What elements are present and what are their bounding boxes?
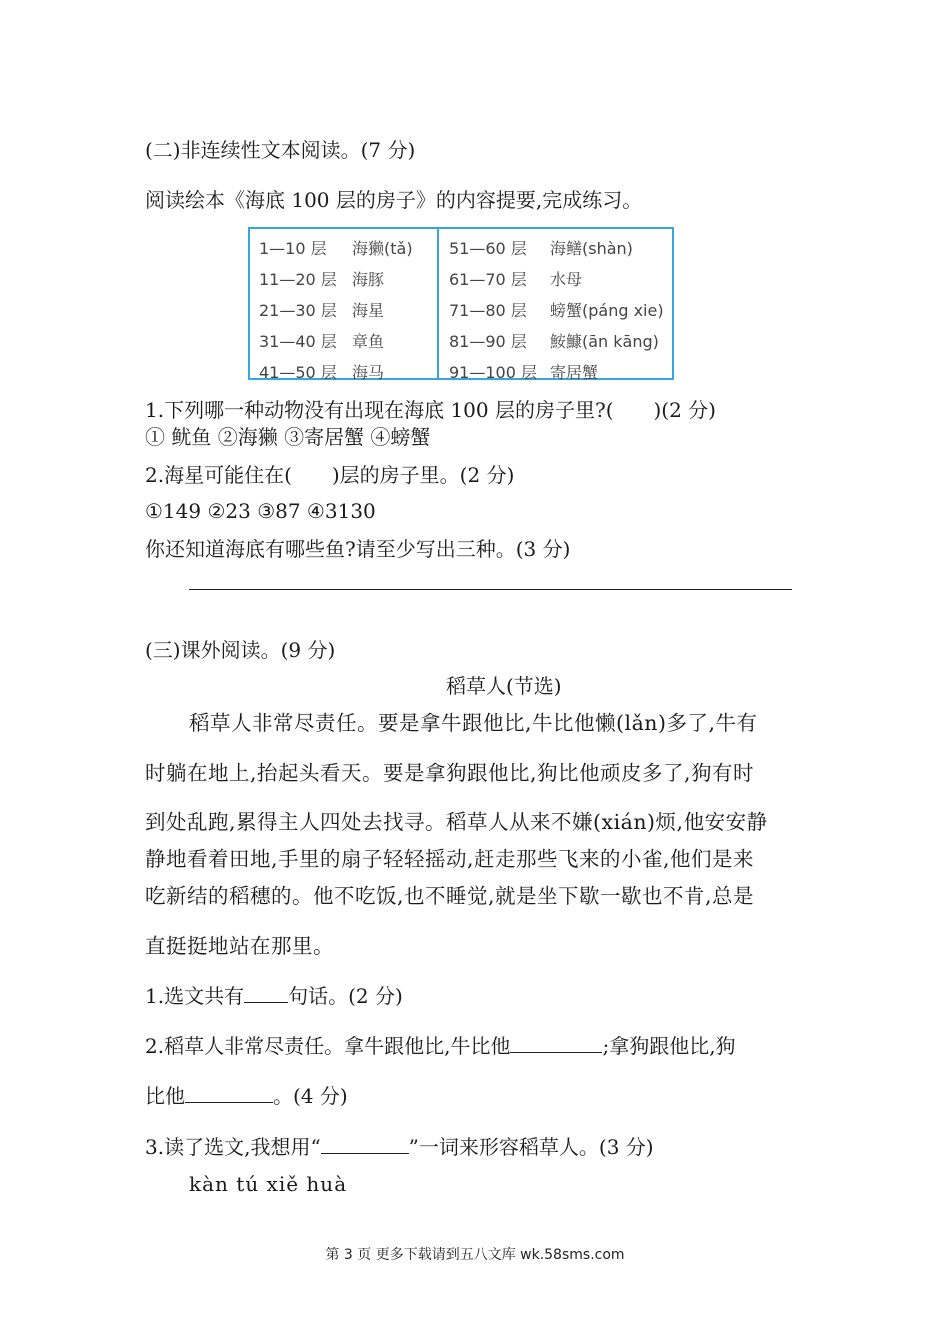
s3-q3-text-a: 3.读了选文,我想用“ bbox=[145, 1135, 321, 1159]
table-range: 41—50 层 bbox=[259, 363, 337, 382]
s3-question-2 bbox=[145, 1032, 736, 1060]
passage-line: 稻草人非常尽责任。要是拿牛跟他比,牛比他懒(lǎn)多了,牛有 bbox=[189, 711, 758, 735]
passage-line: 静地看着田地,手里的扇子轻轻摇动,赶走那些飞来的小雀,他们是来 bbox=[145, 847, 755, 871]
section2-heading: (二)非连续性文本阅读。(7 分) bbox=[145, 138, 416, 162]
section2-intro: 阅读绘本《海底 100 层的房子》的内容提要,完成练习。 bbox=[145, 188, 643, 212]
table-range: 71—80 层 bbox=[449, 301, 527, 320]
page-footer: 第 3 页 更多下载请到五八文库 wk.58sms.com bbox=[325, 1247, 625, 1263]
pinyin-heading: kàn tú xiě huà bbox=[189, 1172, 348, 1196]
table-divider bbox=[437, 229, 439, 378]
s3-q2-text-a: 2.稻草人非常尽责任。拿牛跟他比,牛比他 bbox=[145, 1034, 511, 1058]
fill-blank[interactable] bbox=[185, 1082, 273, 1103]
table-range: 21—30 层 bbox=[259, 301, 337, 320]
table-range: 31—40 层 bbox=[259, 332, 337, 351]
passage-line: 直挺挺地站在那里。 bbox=[145, 934, 334, 958]
s3-question-3 bbox=[145, 1133, 654, 1161]
table-range: 11—20 层 bbox=[259, 270, 337, 289]
answer-line[interactable] bbox=[189, 589, 792, 590]
floor-table bbox=[248, 227, 674, 380]
s2-question-1: 1.下列哪一种动物没有出现在海底 100 层的房子里?( )(2 分) bbox=[145, 398, 716, 422]
table-animal: 海鳝(shàn) bbox=[550, 239, 633, 258]
s3-q2-text-b: ;拿狗跟他比,狗 bbox=[602, 1034, 736, 1058]
table-animal: 海星 bbox=[352, 301, 385, 320]
table-animal: 寄居蟹 bbox=[550, 363, 599, 382]
s2-question-1-options: ① 鱿鱼 ②海獭 ③寄居蟹 ④螃蟹 bbox=[145, 425, 431, 449]
table-animal: 水母 bbox=[550, 270, 583, 289]
table-range: 61—70 层 bbox=[449, 270, 527, 289]
fill-blank[interactable] bbox=[321, 1133, 409, 1154]
table-animal: 海马 bbox=[352, 363, 385, 382]
s3-q2-text-d: 。(4 分) bbox=[273, 1084, 348, 1108]
passage-line: 到处乱跑,累得主人四处去找寻。稻草人从来不嫌(xián)烦,他安安静 bbox=[145, 810, 768, 834]
s2-question-3: 你还知道海底有哪些鱼?请至少写出三种。(3 分) bbox=[145, 537, 571, 561]
s2-question-2-options: ①149 ②23 ③87 ④3130 bbox=[145, 499, 376, 523]
table-range: 91—100 层 bbox=[449, 363, 537, 382]
s2-question-2: 2.海星可能住在( )层的房子里。(2 分) bbox=[145, 463, 515, 487]
s3-q2-text-c: 比他 bbox=[145, 1084, 185, 1108]
passage-line: 吃新结的稻穗的。他不吃饭,也不睡觉,就是坐下歇一歇也不肯,总是 bbox=[145, 884, 755, 908]
table-animal: 鮟鱇(ān kāng) bbox=[550, 332, 659, 351]
fill-blank[interactable] bbox=[244, 982, 288, 1003]
table-animal: 海豚 bbox=[352, 270, 385, 289]
s3-question-2-cont bbox=[145, 1082, 348, 1110]
s3-q1-text-a: 1.选文共有 bbox=[145, 984, 245, 1008]
table-range: 81—90 层 bbox=[449, 332, 527, 351]
s3-q3-text-b: ”一词来形容稻草人。(3 分) bbox=[408, 1135, 654, 1159]
table-animal: 螃蟹(páng xie) bbox=[550, 301, 664, 320]
passage-title: 稻草人(节选) bbox=[446, 674, 562, 698]
s3-q1-text-b: 句话。(2 分) bbox=[288, 984, 403, 1008]
table-animal: 海獭(tǎ) bbox=[352, 239, 413, 258]
s3-question-1 bbox=[145, 982, 403, 1010]
table-range: 1—10 层 bbox=[259, 239, 327, 258]
section3-heading: (三)课外阅读。(9 分) bbox=[145, 638, 336, 662]
table-range: 51—60 层 bbox=[449, 239, 527, 258]
passage-line: 时躺在地上,抬起头看天。要是拿狗跟他比,狗比他顽皮多了,狗有时 bbox=[145, 761, 755, 785]
table-animal: 章鱼 bbox=[352, 332, 385, 351]
fill-blank[interactable] bbox=[510, 1032, 602, 1053]
